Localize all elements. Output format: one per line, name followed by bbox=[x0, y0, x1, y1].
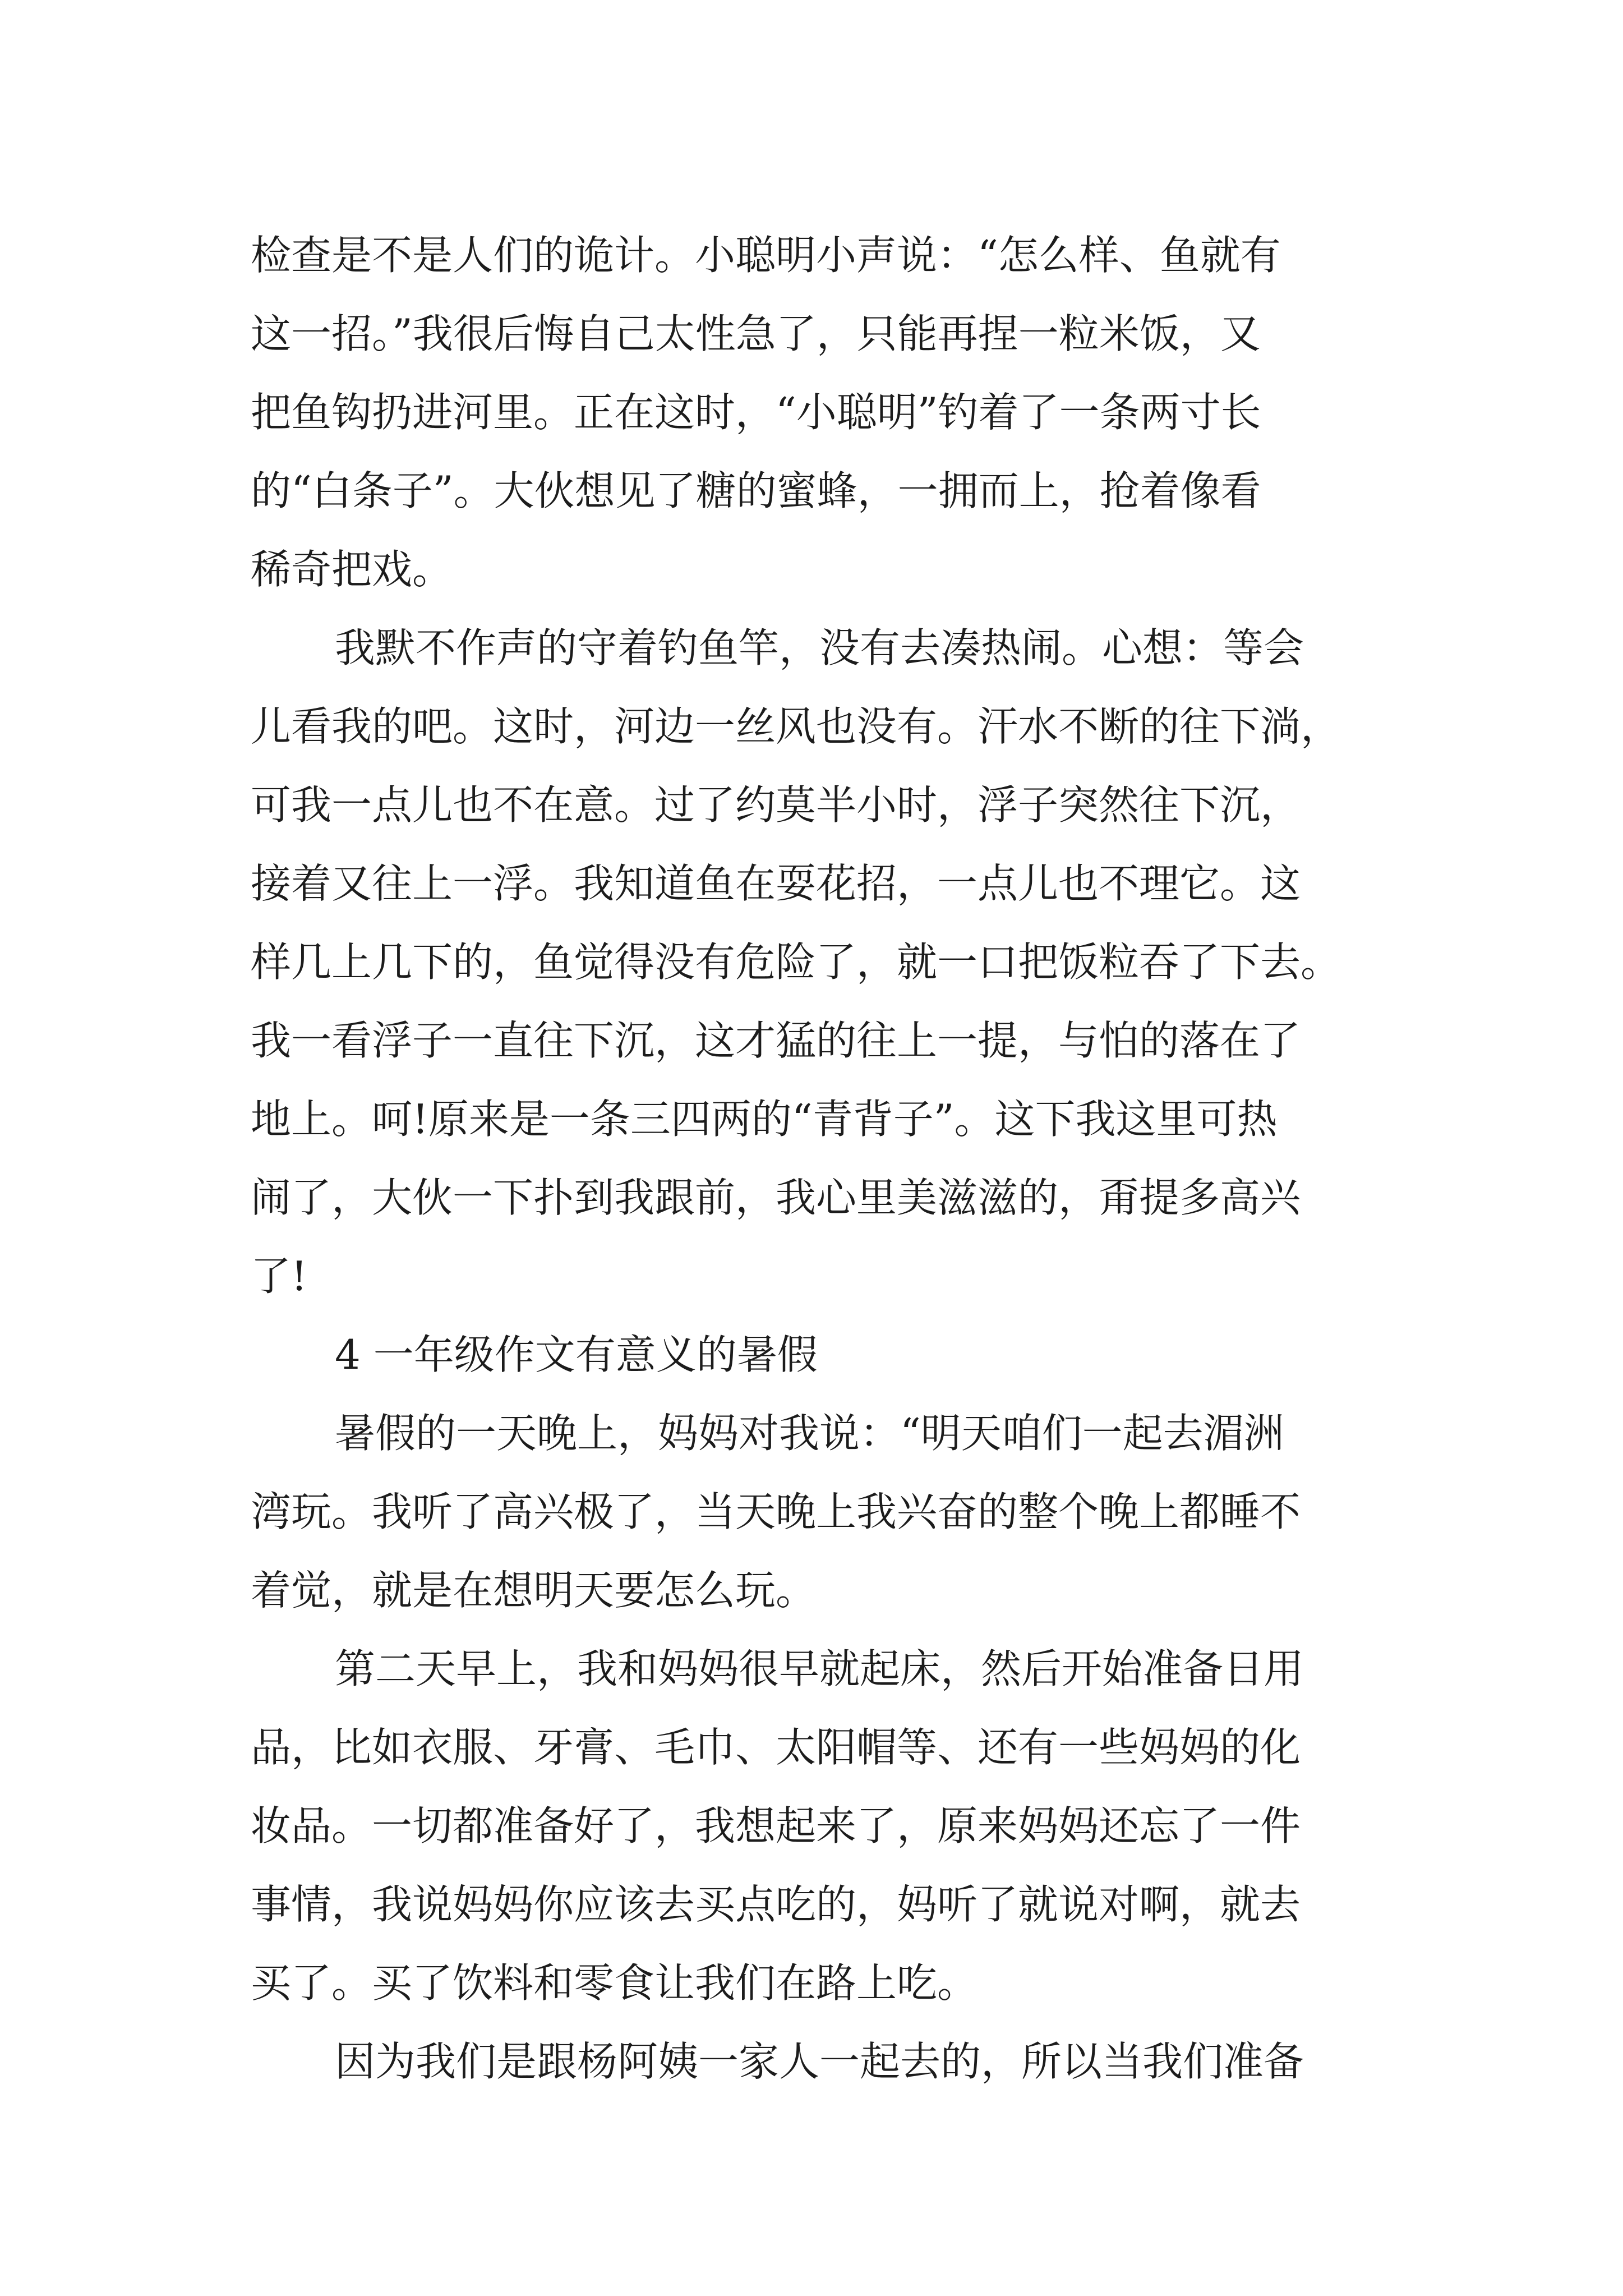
text-line: 着觉，就是在想明天要怎么玩。 bbox=[251, 1567, 817, 1614]
text-line: 地上。呵!原来是一条三四两的“青背子”。这下我这里可热 bbox=[251, 1096, 1278, 1143]
paragraph-first-line: 第二天早上，我和妈妈很早就起床，然后开始准备日用 bbox=[335, 1645, 1304, 1692]
text-line: 湾玩。我听了高兴极了，当天晚上我兴奋的整个晚上都睡不 bbox=[251, 1488, 1301, 1535]
text-line: 我一看浮子一直往下沉，这才猛的往上一提，与怕的落在了 bbox=[251, 1017, 1301, 1064]
text-line: 稀奇把戏。 bbox=[251, 546, 453, 593]
text-line: 事情，我说妈妈你应该去买点吃的，妈听了就说对啊，就去 bbox=[251, 1881, 1301, 1928]
text-line: 品，比如衣服、牙膏、毛巾、太阳帽等、还有一些妈妈的化 bbox=[251, 1724, 1301, 1771]
text-line: 闹了，大伙一下扑到我跟前，我心里美滋滋的，甭提多高兴 bbox=[251, 1174, 1301, 1221]
text-line: 可我一点儿也不在意。过了约莫半小时，浮子突然往下沉， bbox=[251, 781, 1301, 829]
section-heading: 4 一年级作文有意义的暑假 bbox=[335, 1331, 818, 1378]
text-line: 儿看我的吧。这时，河边一丝风也没有。汗水不断的往下淌， bbox=[251, 703, 1341, 750]
paragraph-first-line: 暑假的一天晚上，妈妈对我说：“明天咱们一起去湄洲 bbox=[335, 1410, 1284, 1457]
text-line: 把鱼钩扔进河里。正在这时，“小聪明”钓着了一条两寸长 bbox=[251, 389, 1261, 436]
text-line: 这一招。”我很后悔自己太性急了，只能再捏一粒米饭，又 bbox=[251, 310, 1261, 357]
text-line: 了! bbox=[251, 1253, 307, 1300]
paragraph-first-line: 我默不作声的守着钓鱼竿，没有去凑热闹。心想：等会 bbox=[335, 624, 1304, 671]
text-line: 买了。买了饮料和零食让我们在路上吃。 bbox=[251, 1959, 978, 2007]
document-page bbox=[251, 216, 1484, 2101]
text-line: 妆品。一切都准备好了，我想起来了，原来妈妈还忘了一件 bbox=[251, 1802, 1301, 1849]
text-line: 接着又往上一浮。我知道鱼在耍花招，一点儿也不理它。这 bbox=[251, 860, 1301, 907]
text-line: 检查是不是人们的诡计。小聪明小声说：“怎么样、鱼就有 bbox=[251, 232, 1281, 279]
text-line: 的“白条子”。大伙想见了糖的蜜蜂，一拥而上，抢着像看 bbox=[251, 467, 1261, 514]
paragraph-first-line: 因为我们是跟杨阿姨一家人一起去的，所以当我们准备 bbox=[335, 2038, 1304, 2085]
text-line: 样几上几下的，鱼觉得没有危险了，就一口把饭粒吞了下去。 bbox=[251, 938, 1341, 986]
